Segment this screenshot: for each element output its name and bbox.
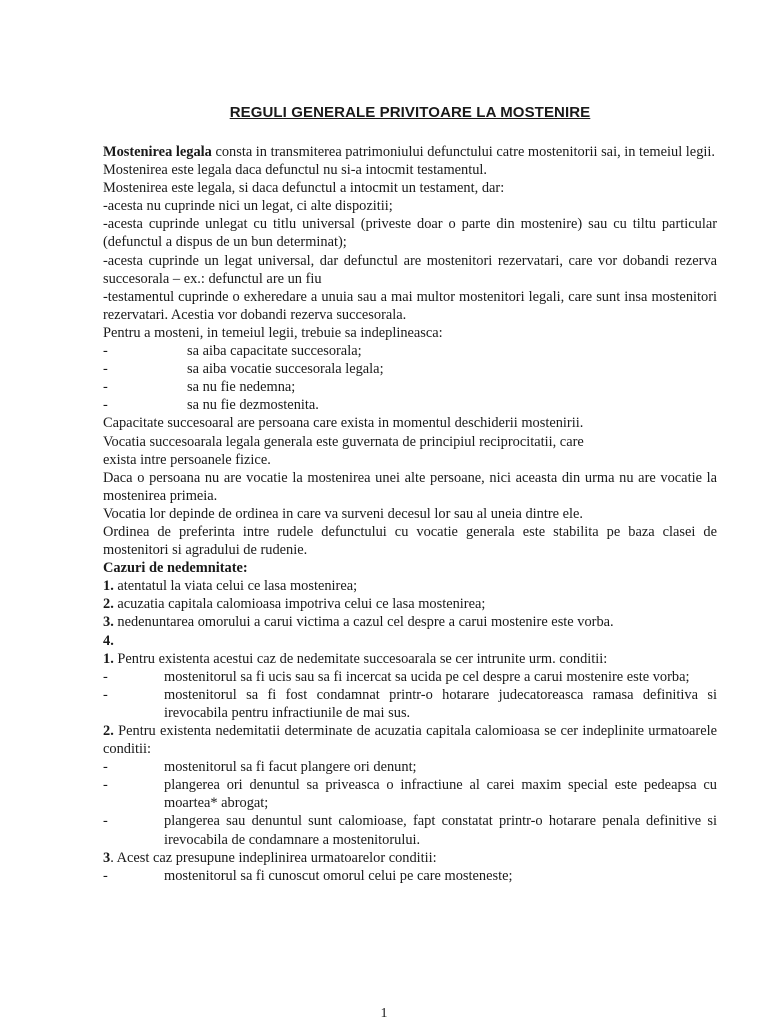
paragraph: -acesta cuprinde un legat universal, dar defunctul are mostenitori rezervatari, care vor dobandi rezerva succesorala – ex.: defunctul are un fiu bbox=[103, 252, 717, 287]
list-dash: - bbox=[103, 686, 108, 703]
list-item bbox=[103, 378, 717, 396]
case-text: atentatul la viata celui ce lasa mostenirea; bbox=[113, 578, 358, 595]
list-item bbox=[103, 668, 717, 686]
section-number: 3 bbox=[103, 849, 111, 866]
section-text: . Acest caz presupune indeplinirea urmatoarelor conditii: bbox=[110, 849, 437, 866]
case-item bbox=[103, 595, 717, 613]
list-dash: - bbox=[103, 668, 108, 685]
list-dash: - bbox=[103, 379, 108, 396]
list-item-text: plangerea ori denuntul sa priveasca o infractiune al carei maxim special este pedeapsa cu moartea* abrogat; bbox=[164, 777, 717, 812]
intro-lead: Mostenirea legala bbox=[103, 144, 212, 160]
document-page bbox=[103, 104, 717, 885]
paragraph: -testamentul cuprinde o exheredare a unuia sau a mai multor mostenitori legali, care sunt insa mostenitori rezervatari. Acestia vor dobandi rezerva succesorala. bbox=[103, 288, 717, 323]
list-item-text: mostenitorul sa fi fost condamnat printr-o hotarare judecatoreasca ramasa definitiva si irevocabila pentru infractiunile de mai sus. bbox=[164, 686, 717, 721]
list-item bbox=[103, 776, 717, 812]
list-dash: - bbox=[103, 777, 108, 794]
list-item-text: mostenitorul sa fi facut plangere ori denunt; bbox=[164, 759, 417, 776]
paragraph: Mostenirea este legala daca defunctul nu si-a intocmit testamentul. bbox=[103, 162, 488, 179]
page-number: 1 bbox=[380, 1006, 388, 1021]
paragraph: Vocatia lor depinde de ordinea in care va surveni decesul lor sau al uneia dintre ele. bbox=[103, 505, 584, 522]
list-dash: - bbox=[103, 759, 108, 776]
case-item bbox=[103, 577, 717, 595]
list-item-text: mostenitorul sa fi cunoscut omorul celui pe care mosteneste; bbox=[164, 867, 513, 884]
case-item bbox=[103, 632, 717, 650]
case-text: acuzatia capitala calomioasa impotriva celui ce lasa mostenirea; bbox=[113, 596, 486, 613]
list-dash: - bbox=[103, 343, 108, 360]
paragraph: Ordinea de preferinta intre rudele defunctului cu vocatie generala este stabilita pe baza clasei de mostenitori si agradului de rudenie. bbox=[103, 523, 717, 559]
case-number: 4. bbox=[103, 632, 114, 649]
section-1 bbox=[103, 650, 717, 668]
paragraph: Pentru a mosteni, in temeiul legii, trebuie sa indeplineasca: bbox=[103, 324, 443, 341]
section-text: Pentru existenta nedemitatii determinate de acuzatia capitala calomioasa se cer indeplinite urmatoarele conditii: bbox=[103, 723, 717, 758]
paragraph: exista intre persoanele fizice. bbox=[103, 451, 271, 468]
list-item-text: plangerea sau denuntul sunt calomioase, fapt constatat printr-o hotarare penala definitive si irevocabila de condamnare a mostenitorului. bbox=[164, 813, 717, 848]
cases-heading: Cazuri de nedemnitate: bbox=[103, 560, 248, 577]
list-item bbox=[103, 342, 717, 360]
paragraph-intro bbox=[103, 143, 717, 161]
list-item bbox=[103, 867, 717, 885]
case-number: 1. bbox=[103, 578, 114, 595]
document-body bbox=[103, 143, 717, 885]
list-item-text: sa aiba vocatie succesorala legala; bbox=[187, 361, 384, 378]
case-number: 2. bbox=[103, 596, 114, 613]
list-item-text: sa aiba capacitate succesorala; bbox=[187, 343, 362, 360]
section-number: 1. bbox=[103, 650, 114, 667]
list-item bbox=[103, 812, 717, 848]
case-number: 3. bbox=[103, 614, 114, 631]
list-dash: - bbox=[103, 867, 108, 884]
list-dash: - bbox=[103, 397, 108, 414]
paragraph: Daca o persoana nu are vocatie la mostenirea unei alte persoane, nici aceasta din urma nu are vocatie la mostenirea primeia. bbox=[103, 469, 717, 504]
section-2 bbox=[103, 722, 717, 758]
paragraph: -acesta nu cuprinde nici un legat, ci alte dispozitii; bbox=[103, 198, 393, 215]
list-dash: - bbox=[103, 813, 108, 830]
list-item bbox=[103, 396, 717, 414]
case-item bbox=[103, 613, 717, 631]
paragraph: -acesta cuprinde unlegat cu titlu universal (priveste doar o parte din mostenire) sau cu tiltu particular (defunctul a dispus de un bun determinat); bbox=[103, 216, 717, 251]
list-dash: - bbox=[103, 361, 108, 378]
paragraph: Mostenirea este legala, si daca defunctul a intocmit un testament, dar: bbox=[103, 180, 505, 197]
section-number: 2. bbox=[103, 723, 114, 739]
section-text: Pentru existenta acestui caz de nedemitate succesoarala se cer intrunite urm. conditii: bbox=[113, 650, 608, 667]
paragraph: Capacitate succesoaral are persoana care exista in momentul deschiderii mostenirii. bbox=[103, 415, 584, 432]
list-item-text: sa nu fie nedemna; bbox=[187, 379, 296, 396]
list-item-text: mostenitorul sa fi ucis sau sa fi incercat sa ucida pe cel despre a carui mostenire este vorba; bbox=[164, 668, 690, 685]
list-item bbox=[103, 758, 717, 776]
list-item bbox=[103, 360, 717, 378]
paragraph: Vocatia succesoarala legala generala este guvernata de principiul reciprocitatii, care bbox=[103, 433, 584, 450]
intro-rest: consta in transmiterea patrimoniului defunctului catre mostenitorii sai, in temeiul legii. bbox=[211, 144, 715, 160]
list-item bbox=[103, 686, 717, 722]
case-text: nedenuntarea omorului a carui victima a cazul cel despre a carui mostenire este vorba. bbox=[113, 614, 614, 631]
section-3 bbox=[103, 849, 717, 867]
page-title: REGULI GENERALE PRIVITOARE LA MOSTENIRE bbox=[229, 104, 591, 121]
list-item-text: sa nu fie dezmostenita. bbox=[187, 397, 319, 414]
